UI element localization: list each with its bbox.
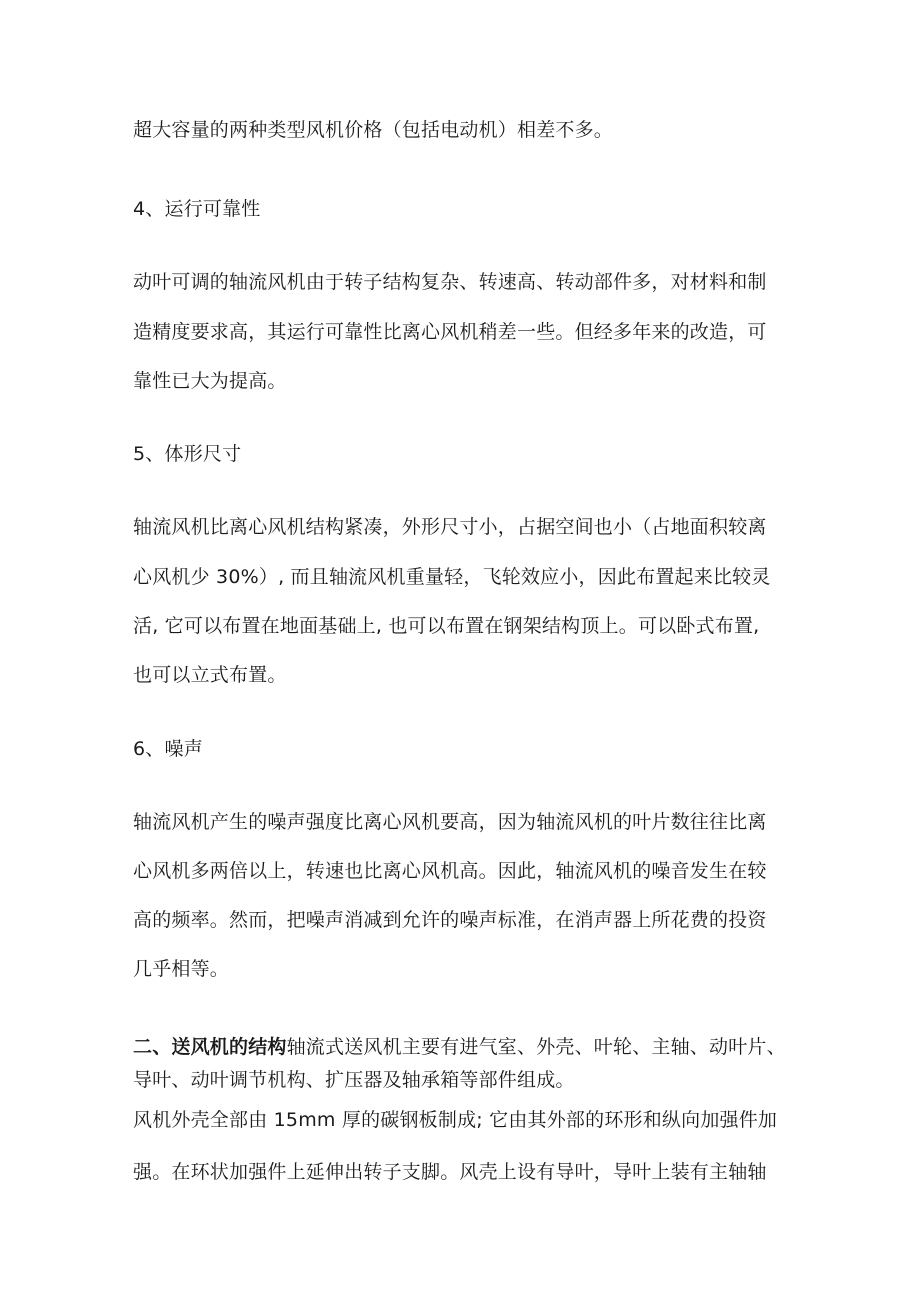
- paragraph-line: 活, 它可以布置在地面基础上, 也可以布置在钢架结构顶上。可以卧式布置,: [133, 615, 760, 637]
- structure-title: 二、送风机的结构: [133, 1036, 287, 1058]
- paragraph-line: 几乎相等。: [133, 958, 230, 980]
- paragraph-line: 造精度要求高，其运行可靠性比离心风机稍差一些。但经多年来的改造，可: [133, 321, 767, 343]
- paragraph-line: 心风机多两倍以上，转速也比离心风机高。因此，轴流风机的噪音发生在较: [133, 860, 767, 882]
- structure-line-1-rest: 轴流式送风机主要有进气室、外壳、叶轮、主轴、动叶片、: [286, 1036, 786, 1058]
- section-heading-dimensions: 5、体形尺寸: [133, 443, 242, 465]
- paragraph-line: 风机外壳全部由 15mm 厚的碳钢板制成; 它由其外部的环形和纵向加强件加: [133, 1109, 778, 1131]
- paragraph-line: 也可以立式布置。: [133, 664, 287, 686]
- structure-line-1: [133, 1035, 786, 1059]
- section-heading-reliability: 4、运行可靠性: [133, 198, 261, 220]
- paragraph-line: 高的频率。然而，把噪声消减到允许的噪声标准，在消声器上所花费的投资: [133, 909, 767, 931]
- paragraph-line: 轴流风机比离心风机结构紧凑，外形尺寸小，占据空间也小（占地面积较离: [133, 516, 767, 538]
- paragraph-line: 强。在环状加强件上延伸出转子支脚。风壳上设有导叶，导叶上装有主轴轴: [133, 1161, 767, 1183]
- paragraph-line: 动叶可调的轴流风机由于转子结构复杂、转速高、转动部件多，对材料和制: [133, 271, 767, 293]
- paragraph-line: 轴流风机产生的噪声强度比离心风机要高，因为轴流风机的叶片数往往比离: [133, 811, 767, 833]
- paragraph-line: 心风机少 30%）, 而且轴流风机重量轻，飞轮效应小，因此布置起来比较灵: [133, 566, 771, 588]
- intro-line: 超大容量的两种类型风机价格（包括电动机）相差不多。: [133, 119, 614, 141]
- structure-line-2: 导叶、动叶调节机构、扩压器及轴承箱等部件组成。: [133, 1069, 575, 1091]
- paragraph-line: 靠性已大为提高。: [133, 370, 287, 392]
- section-heading-noise: 6、噪声: [133, 738, 203, 760]
